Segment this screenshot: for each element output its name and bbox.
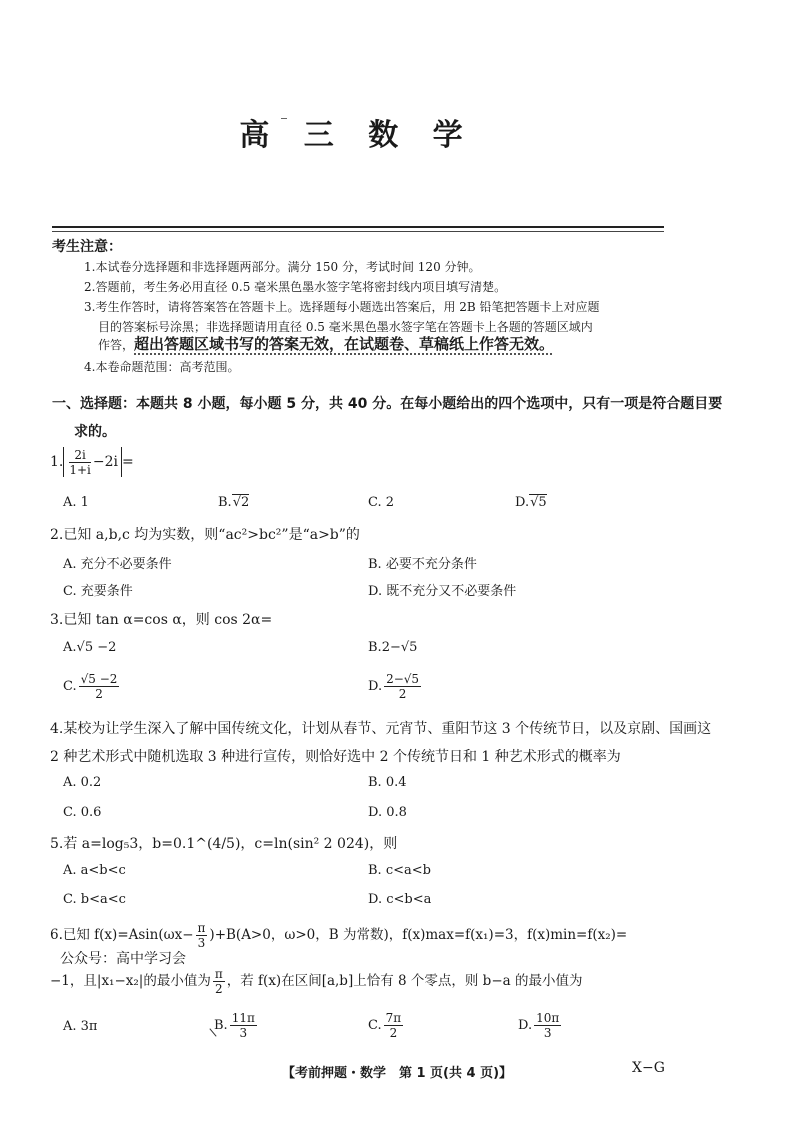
watermark-text: 公众号：高中学习会 xyxy=(60,951,186,967)
page-footer: 【考前押题・数学 第 1 页(共 4 页)】 xyxy=(281,1066,513,1081)
expression-tail: −2i xyxy=(92,454,119,470)
q3-option-b: B.2−√5 xyxy=(368,640,418,655)
equals-sign: = xyxy=(122,454,134,470)
question-3: 3.已知 tan α=cos α，则 cos 2α= xyxy=(50,612,273,628)
question-5: 5.若 a=log₅3，b=0.1^(4/5)，c=ln(sin² 2 024)，则 xyxy=(50,836,398,852)
question-6-cont: −1，且|x₁−x₂|的最小值为 $\frac{\pi}{2}$ ，若 f(x)在区间[a,b]上恰有 8 个零点，则 b−a 的最小值为 xyxy=(50,967,583,996)
q2-option-d: D. 既不充分又不必要条件 xyxy=(368,584,517,599)
notice-item-3-tail: 作答， xyxy=(98,338,135,352)
q5-option-d: D. c<b<a xyxy=(368,892,432,907)
absolute-value xyxy=(63,447,122,477)
q4-option-d: D. 0.8 xyxy=(368,805,407,820)
question-6: 6.已知 f(x)=Asin(ωx− $\frac{\pi}{3}$ )+B(A>0，ω>0，B 为常数)，f(x)max=f(x₁)=3，f(x)min=f(x₂)= xyxy=(50,921,628,950)
q6-option-d: D. $\frac{10\pi}{3}$ xyxy=(518,1011,560,1040)
fraction-denominator: 1+i xyxy=(69,462,91,477)
q1-option-b: B.√2 xyxy=(218,495,250,510)
notice-emphasis: 超出答题区域书写的答案无效，在试题卷、草稿纸上作答无效。 xyxy=(134,335,555,353)
notice-item-4: 4.本卷命题范围：高考范围。 xyxy=(84,360,240,374)
q5-option-a: A. a<b<c xyxy=(63,863,126,878)
question-1 xyxy=(50,447,134,477)
q3-option-a: A.√5 −2 xyxy=(63,640,117,655)
q5-option-b: B. c<a<b xyxy=(368,863,431,878)
notice-heading: 考生注意： xyxy=(52,239,122,255)
notice-item-3-cont: 目的答案标号涂黑；非选择题请用直径 0.5 毫米黑色墨水签字笔在答题卡上各题的答题区域内 xyxy=(98,320,593,334)
q2-option-c: C. 充要条件 xyxy=(63,584,133,599)
q4-option-b: B. 0.4 xyxy=(368,775,407,790)
divider-thick xyxy=(52,226,664,228)
section-heading: 一、选择题：本题共 8 小题，每小题 5 分，共 40 分。在每小题给出的四个选项中，只有一项是符合题目要 xyxy=(52,396,723,412)
notice-item-3: 3.考生作答时，请将答案答在答题卡上。选择题每小题选出答案后，用 2B 铅笔把答题卡上对应题 xyxy=(84,300,600,314)
q4-option-c: C. 0.6 xyxy=(63,805,102,820)
question-number: 1. xyxy=(50,454,64,470)
q5-option-c: C. b<a<c xyxy=(63,892,126,907)
q4-option-a: A. 0.2 xyxy=(63,775,102,790)
question-2: 2.已知 a,b,c 均为实数，则“ac²>bc²”是“a>b”的 xyxy=(50,527,360,543)
question-4-cont: 2 种艺术形式中随机选取 3 种进行宣传，则恰好选中 2 个传统节日和 1 种艺术形式的概率为 xyxy=(50,749,621,765)
q6-option-a: A. 3π xyxy=(63,1019,98,1034)
q2-option-a: A. 充分不必要条件 xyxy=(63,557,172,572)
page-title: 高 三 数 学 xyxy=(239,118,475,153)
question-4: 4.某校为让学生深入了解中国传统文化，计划从春节、元宵节、重阳节这 3 个传统节日，以及京剧、国画这 xyxy=(50,721,712,737)
paper-code: X−G xyxy=(632,1060,665,1076)
q1-option-a: A. 1 xyxy=(63,495,89,510)
q3-option-c: C. $\frac{√5 -2}{2}$ xyxy=(63,672,118,701)
q2-option-b: B. 必要不充分条件 xyxy=(368,557,477,572)
section-heading-cont: 求的。 xyxy=(74,424,116,440)
q3-option-d: D. $\frac{2-√5}{2}$ xyxy=(368,672,420,701)
notice-item-2: 2.答题前，考生务必用直径 0.5 毫米黑色墨水签字笔将密封线内项目填写清楚。 xyxy=(84,280,507,294)
q1-option-d: D.√5 xyxy=(515,495,547,510)
fraction-numerator: 2i xyxy=(69,449,91,463)
q1-option-c: C. 2 xyxy=(368,495,395,510)
q6-option-c: C. $\frac{7\pi}{2}$ xyxy=(368,1011,402,1040)
divider-thin xyxy=(52,231,664,232)
q6-option-b: B. $\frac{11\pi}{3}$ xyxy=(214,1011,255,1040)
notice-item-1: 1.本试卷分选择题和非选择题两部分。满分 150 分，考试时间 120 分钟。 xyxy=(84,260,481,274)
